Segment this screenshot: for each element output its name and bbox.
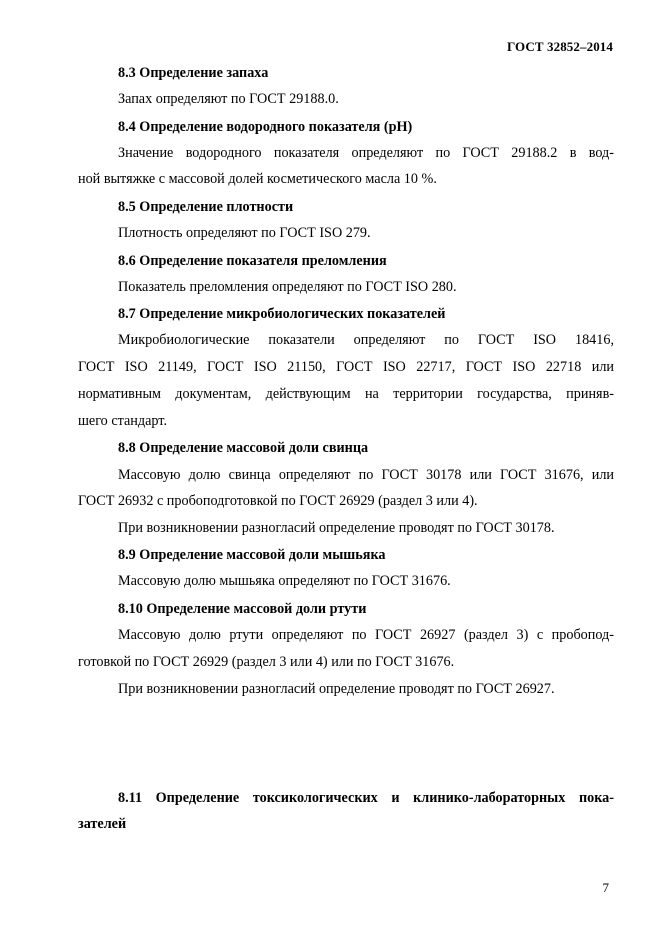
section-8-7-line-1: Микробиологические показатели определяют по ГОСТ ISO 18416, bbox=[118, 332, 614, 348]
section-8-7-line-4: шего стандарт. bbox=[78, 413, 167, 429]
section-8-7-line-2: ГОСТ ISO 21149, ГОСТ ISO 21150, ГОСТ ISO 22717, ГОСТ ISO 22718 или bbox=[78, 359, 614, 375]
section-8-4-heading: 8.4 Определение водородного показателя (рН) bbox=[118, 119, 413, 135]
section-8-4-line-1: Значение водородного показателя определяют по ГОСТ 29188.2 в вод- bbox=[118, 145, 614, 161]
section-8-9-heading: 8.9 Определение массовой доли мышьяка bbox=[118, 547, 386, 563]
section-8-7-heading: 8.7 Определение микробиологических показателей bbox=[118, 306, 446, 322]
standard-code: ГОСТ 32852–2014 bbox=[506, 39, 613, 54]
page-number: 7 bbox=[602, 880, 609, 895]
section-8-8-line-1: Массовую долю свинца определяют по ГОСТ 30178 или ГОСТ 31676, или bbox=[118, 467, 614, 483]
section-8-8-heading: 8.8 Определение массовой доли свинца bbox=[118, 440, 369, 456]
section-8-11-heading-line-1: 8.11 Определение токсикологических и клинико-лабораторных пока- bbox=[118, 790, 614, 806]
section-8-3-heading: 8.3 Определение запаха bbox=[118, 65, 269, 81]
section-8-8-line-3: При возникновении разногласий определение проводят по ГОСТ 30178. bbox=[118, 520, 555, 536]
section-8-6-heading: 8.6 Определение показателя преломления bbox=[118, 253, 387, 269]
section-8-3-text: Запах определяют по ГОСТ 29188.0. bbox=[118, 91, 339, 107]
section-8-10-line-1: Массовую долю ртути определяют по ГОСТ 26927 (раздел 3) с пробопод- bbox=[118, 627, 614, 643]
section-8-10-line-3: При возникновении разногласий определение проводят по ГОСТ 26927. bbox=[118, 681, 555, 697]
section-8-11-heading-line-2: зателей bbox=[78, 816, 127, 832]
section-8-5-heading: 8.5 Определение плотности bbox=[118, 199, 294, 215]
section-8-9-text: Массовую долю мышьяка определяют по ГОСТ 31676. bbox=[118, 573, 451, 589]
section-8-7-line-3: нормативным документам, действующим на территории государства, приняв- bbox=[78, 386, 614, 402]
section-8-6-text: Показатель преломления определяют по ГОСТ ISO 280. bbox=[118, 279, 457, 295]
section-8-5-text: Плотность определяют по ГОСТ ISO 279. bbox=[118, 225, 371, 241]
section-8-10-heading: 8.10 Определение массовой доли ртути bbox=[118, 601, 367, 617]
section-8-10-line-2: готовкой по ГОСТ 26929 (раздел 3 или 4) или по ГОСТ 31676. bbox=[78, 654, 455, 670]
section-8-8-line-2: ГОСТ 26932 с пробоподготовкой по ГОСТ 26929 (раздел 3 или 4). bbox=[78, 493, 478, 509]
section-8-4-line-2: ной вытяжке с массовой долей косметического масла 10 %. bbox=[78, 171, 437, 187]
